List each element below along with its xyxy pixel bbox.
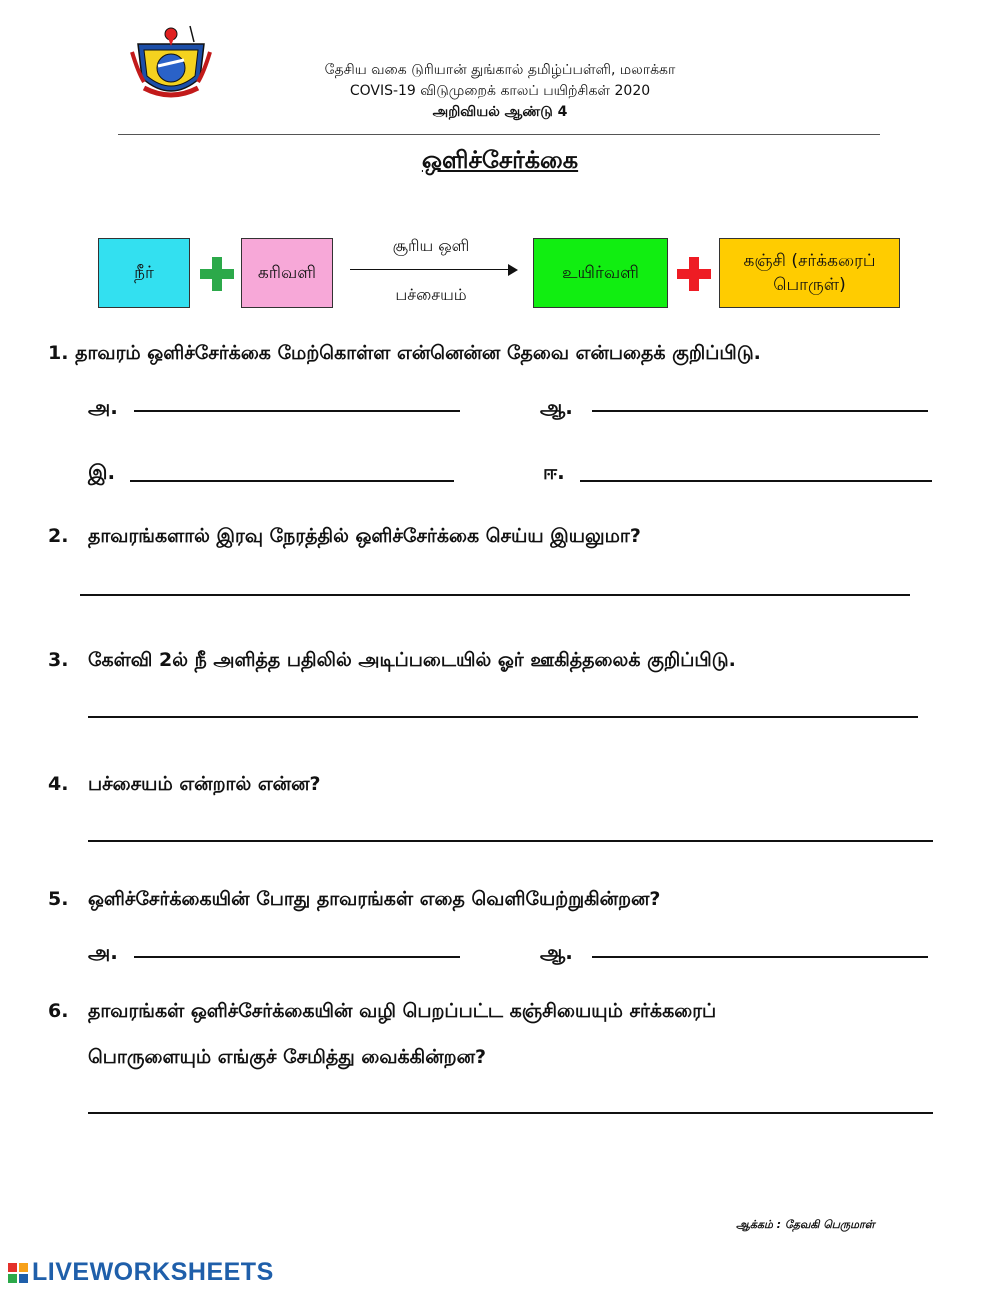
answer-line-5a[interactable]	[134, 956, 460, 958]
question-number: 3.	[48, 649, 69, 671]
question-text: தாவரம் ஒளிச்சேர்க்கை மேற்கொள்ள என்னென்ன தேவை என்பதைக் குறிப்பிடு.	[75, 342, 761, 364]
question-number: 4.	[48, 773, 69, 795]
question-6-text-line2: பொருளையும் எங்குச் சேமித்து வைக்கின்றன?	[88, 1046, 487, 1068]
question-2-text: தாவரங்களால் இரவு நேரத்தில் ஒளிச்சேர்க்கை செய்ய இயலுமா?	[88, 525, 641, 547]
question-1	[48, 342, 761, 367]
question-number: 2.	[48, 525, 69, 547]
condition-sunlight: சூரிய ஒளி	[392, 236, 470, 255]
subject-year: அறிவியல் ஆண்டு 4	[432, 104, 568, 120]
liveworksheets-brand[interactable]	[8, 1258, 274, 1287]
answer-line-1b[interactable]	[592, 410, 928, 412]
exercise-title: COVIS-19 விடுமுறைக் காலப் பயிற்சிகள் 2020	[349, 83, 651, 99]
plus-icon	[677, 257, 711, 291]
question-number: 6.	[48, 1000, 69, 1022]
reaction-arrow	[350, 269, 512, 270]
answer-line-1a[interactable]	[134, 410, 460, 412]
header-divider	[118, 134, 880, 135]
page-title	[0, 146, 1000, 177]
answer-line-3[interactable]	[88, 716, 918, 718]
question-3-text: கேள்வி 2ல் நீ அளித்த பதிலில் அடிப்படையில் ஓர் ஊகித்தலைக் குறிப்பிடு.	[88, 649, 736, 671]
product-starch-box: கஞ்சி (சர்க்கரைப் பொருள்)	[719, 238, 900, 308]
answer-line-4[interactable]	[88, 840, 933, 842]
arrow-head-icon	[508, 264, 518, 276]
answer-label: ஈ.	[543, 460, 565, 484]
answer-line-1c[interactable]	[130, 480, 454, 482]
author-credit: ஆக்கம் : தேவகி பெருமாள்	[736, 1218, 875, 1231]
answer-label: ஆ.	[540, 395, 573, 419]
answer-label: அ.	[88, 395, 118, 419]
brand-text: LIVEWORKSHEETS	[32, 1258, 274, 1286]
liveworksheets-logo-icon	[8, 1263, 28, 1283]
answer-label: அ.	[88, 940, 118, 964]
answer-label: ஆ.	[540, 940, 573, 964]
question-6-text-line1: தாவரங்கள் ஒளிச்சேர்க்கையின் வழி பெறப்பட்ட கஞ்சியையும் சர்க்கரைப்	[88, 1000, 717, 1022]
reactant-water-box: நீர்	[98, 238, 190, 308]
school-crest-icon	[130, 22, 212, 104]
answer-label: இ.	[88, 460, 116, 484]
question-4-text: பச்சையம் என்றால் என்ன?	[88, 773, 321, 795]
question-number: 1.	[48, 342, 69, 364]
condition-chlorophyll: பச்சையம்	[395, 285, 467, 304]
page-title-text: ஒளிச்சேர்க்கை	[421, 146, 579, 174]
answer-line-6[interactable]	[88, 1112, 933, 1114]
reactant-co2-box: கரிவளி	[241, 238, 333, 308]
answer-line-1d[interactable]	[580, 480, 932, 482]
product-oxygen-box: உயிர்வளி	[533, 238, 668, 308]
question-5-text: ஒளிச்சேர்க்கையின் போது தாவரங்கள் எதை வெளியேற்றுகின்றன?	[88, 888, 661, 910]
question-number: 5.	[48, 888, 69, 910]
answer-line-5b[interactable]	[592, 956, 928, 958]
school-name: தேசிய வகை டுரியான் துங்கால் தமிழ்ப்பள்ளி, மலாக்கா	[324, 62, 676, 78]
answer-line-2[interactable]	[80, 594, 910, 596]
plus-icon	[200, 257, 234, 291]
